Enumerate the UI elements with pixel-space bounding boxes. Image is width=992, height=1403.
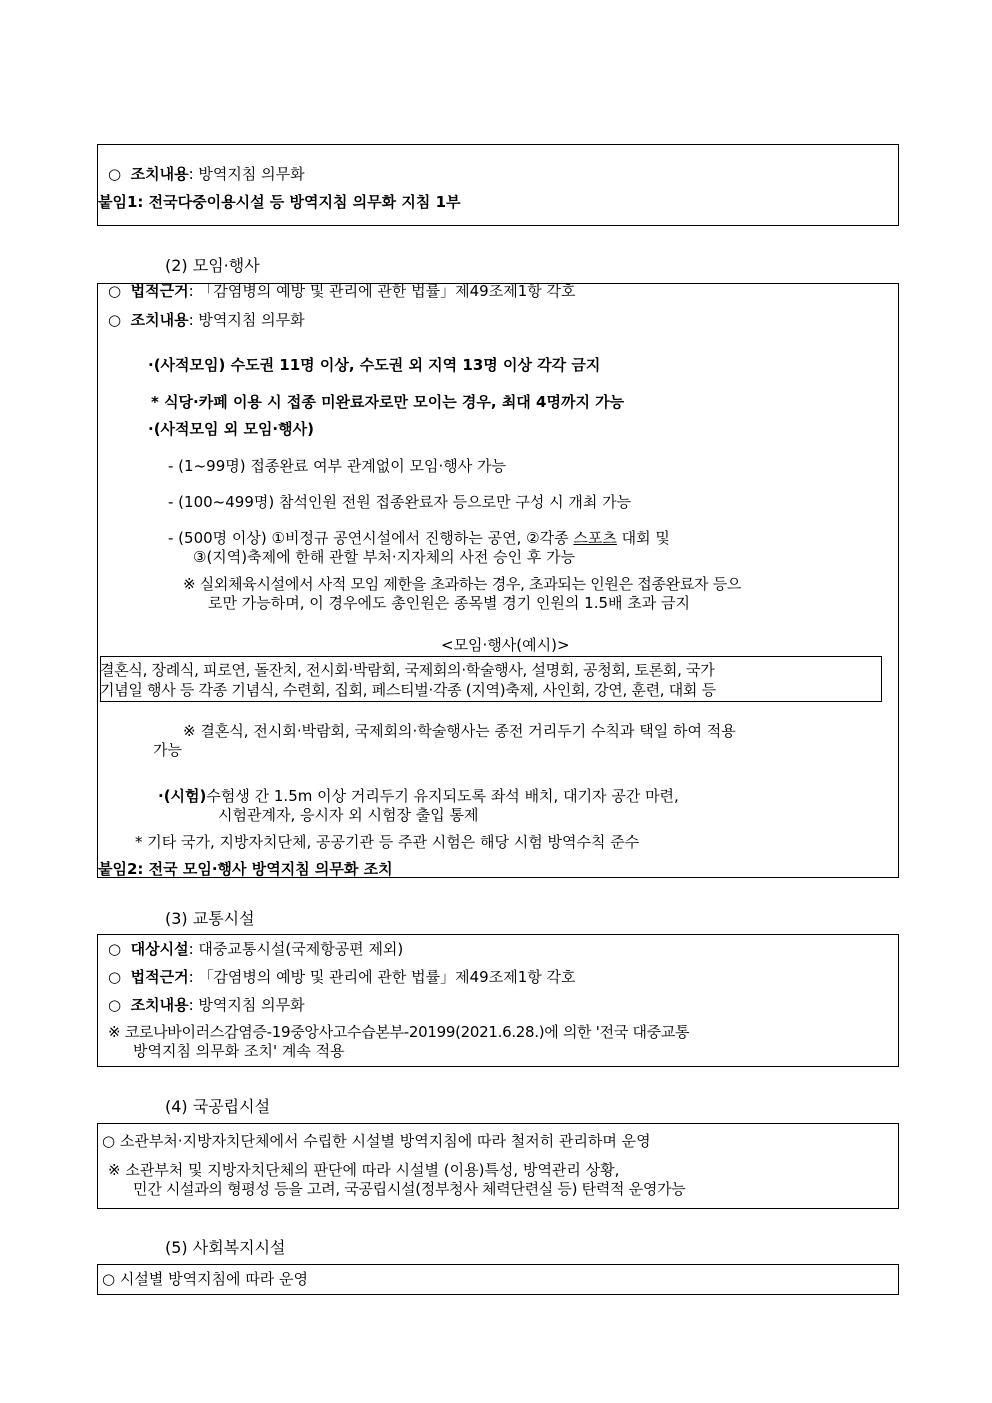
target-line xyxy=(108,940,403,958)
basis-label: 법적근거 xyxy=(130,968,189,986)
section-heading-public-facilities: (4) 국공립시설 xyxy=(165,1097,271,1116)
measure-box-1 xyxy=(97,144,899,226)
measure-text: : 방역지침 의무화 xyxy=(188,165,305,183)
measure-label: 조치내용 xyxy=(130,996,189,1014)
tier-1-99: - (1~99명) 접종완료 여부 관계없이 모임·행사 가능 xyxy=(168,457,507,475)
public-facilities-note-2: 민간 시설과의 형평성 등을 고려, 국공립시설(정부청사 체력단련실 등) 탄력적 운영가능 xyxy=(133,1180,686,1198)
circle-bullet: ○ xyxy=(108,940,122,958)
measure-label: 조치내용 xyxy=(130,311,189,329)
measure-label: 조치내용 xyxy=(130,165,189,183)
transport-box xyxy=(97,934,899,1067)
measure-text: : 방역지침 의무화 xyxy=(188,996,305,1014)
examples-title: <모임·행사(예시)> xyxy=(441,636,570,654)
basis-label: 법적근거 xyxy=(130,282,189,300)
tier-500-plus-cont: ③(지역)축제에 한해 관할 부처·지자체의 사전 승인 후 가능 xyxy=(193,548,576,566)
circle-bullet: ○ xyxy=(108,996,122,1014)
measure-line xyxy=(108,165,305,183)
wedding-note-2: 가능 xyxy=(153,741,182,759)
public-facilities-note-1: ※ 소관부처 및 지방자치단체의 판단에 따라 시설별 (이용)특성, 방역관리 상황, xyxy=(108,1161,620,1179)
attachment-2: 붙임2: 전국 모임·행사 방역지침 의무화 조치 xyxy=(98,860,393,878)
gatherings-box xyxy=(97,283,899,878)
target-label: 대상시설 xyxy=(130,940,189,958)
outdoor-note-2: 로만 가능하며, 이 경우에도 총인원은 종목별 경기 인원의 1.5배 초과 금지 xyxy=(208,594,691,612)
legal-basis-line xyxy=(108,282,575,300)
section-heading-transport: (3) 교통시설 xyxy=(165,909,255,928)
examples-box xyxy=(100,656,882,702)
exam-rule-2: 시험관계자, 응시자 외 시험장 출입 통제 xyxy=(218,806,479,824)
examples-line-1: 결혼식, 장례식, 피로연, 돌잔치, 전시회·박람회, 국제회의·학술행사, 설명회, 공청회, 토론회, 국가 xyxy=(100,661,715,679)
target-text: : 대중교통시설(국제항공편 제외) xyxy=(188,940,404,958)
section-heading-welfare: (5) 사회복지시설 xyxy=(165,1238,286,1257)
tier-100-499: - (100~499명) 참석인원 전원 접종완료자 등으로만 구성 시 개최 가능 xyxy=(168,493,632,511)
circle-bullet: ○ xyxy=(108,282,122,300)
measure-line xyxy=(108,996,305,1014)
transport-note-1: ※ 코로나바이러스감염증-19중앙사고수습본부-20199(2021.6.28.)에 의한 '전국 대중교통 xyxy=(108,1023,690,1041)
non-private-heading: ·(사적모임 외 모임·행사) xyxy=(148,420,314,438)
circle-bullet: ○ xyxy=(108,968,122,986)
section-heading-gatherings: (2) 모임·행사 xyxy=(165,256,260,275)
circle-bullet: ○ xyxy=(108,311,122,329)
tier-500-plus: - (500명 이상) ①비정규 공연시설에서 진행하는 공연, ②각종 스포츠 대회 및 xyxy=(168,529,670,547)
examples-line-2: 기념일 행사 등 각종 기념식, 수련회, 집회, 페스티벌·각종 (지역)축제, 사인회, 강연, 훈련, 대회 등 xyxy=(100,681,716,699)
wedding-note-1: ※ 결혼식, 전시회·박람회, 국제회의·학술행사는 종전 거리두기 수칙과 택일 하여 적용 xyxy=(183,722,736,740)
basis-text: : 「감염병의 예방 및 관리에 관한 법률」제49조제1항 각호 xyxy=(188,282,576,300)
public-facilities-box xyxy=(97,1123,899,1209)
basis-text: : 「감염병의 예방 및 관리에 관한 법률」제49조제1항 각호 xyxy=(188,968,576,986)
circle-bullet: ○ xyxy=(108,165,122,183)
attachment-1: 붙임1: 전국다중이용시설 등 방역지침 의무화 지침 1부 xyxy=(98,193,461,211)
measure-line xyxy=(108,311,305,329)
welfare-line: ○ 시설별 방역지침에 따라 운영 xyxy=(102,1270,309,1288)
exam-note: * 기타 국가, 지방자치단체, 공공기관 등 주관 시험은 해당 시험 방역수칙 준수 xyxy=(135,833,640,851)
welfare-box xyxy=(97,1264,899,1295)
exam-rule-1: ·(시험)수험생 간 1.5m 이상 거리두기 유지되도록 좌석 배치, 대기자 공간 마련, xyxy=(158,787,679,805)
outdoor-note-1: ※ 실외체육시설에서 사적 모임 제한을 초과하는 경우, 초과되는 인원은 접종완료자 등으 xyxy=(183,575,742,593)
public-facilities-line: ○ 소관부처·지방자치단체에서 수립한 시설별 방역지침에 따라 철저히 관리하며 운영 xyxy=(102,1132,651,1150)
legal-basis-line xyxy=(108,968,575,986)
measure-text: : 방역지침 의무화 xyxy=(188,311,305,329)
private-gathering-note: * 식당·카페 이용 시 접종 미완료자로만 모이는 경우, 최대 4명까지 가능 xyxy=(151,393,625,411)
transport-note-2: 방역지침 의무화 조치' 계속 적용 xyxy=(133,1042,345,1060)
private-gathering-rule: ·(사적모임) 수도권 11명 이상, 수도권 외 지역 13명 이상 각각 금지 xyxy=(148,356,601,374)
exam-label: ·(시험) xyxy=(158,787,207,805)
